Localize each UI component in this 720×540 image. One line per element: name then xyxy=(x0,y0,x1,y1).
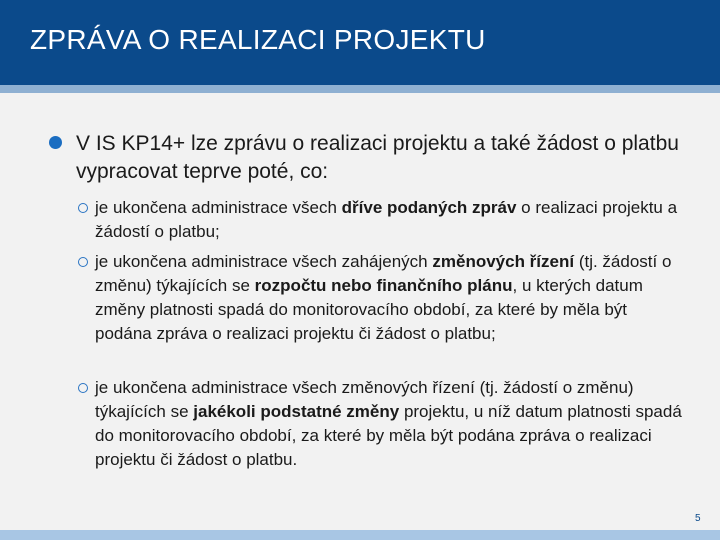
sub-bullet-circle xyxy=(78,383,88,393)
sub-point-2-text-b: (tj. žádostí o změnu) týkajících se xyxy=(95,252,672,295)
sub-point-2-text-c: , u kterých datum změny platnosti spadá do monitorovacího období, za které by měla být podána zpráva o realizaci projektu či žádost o platbu; xyxy=(95,276,643,343)
sub-point-1 xyxy=(95,196,685,244)
footer-strip xyxy=(0,530,720,540)
sub-point-3-text-a: je ukončena administrace všech změnových řízení (tj. žádostí o změnu) týkajících se xyxy=(95,378,634,421)
title-bar xyxy=(0,0,720,85)
page-number: 5 xyxy=(695,513,701,524)
main-bullet-dot xyxy=(49,136,62,149)
sub-point-2 xyxy=(95,250,685,346)
sub-point-1-text-a: je ukončena administrace všech xyxy=(95,198,342,217)
sub-point-1-bold-a: dříve podaných zpráv xyxy=(341,198,517,217)
sub-bullet-circle xyxy=(78,257,88,267)
main-point-text: V IS KP14+ lze zprávu o realizaci projektu a také žádost o platbu vypracovat teprve poté, co: xyxy=(76,132,679,183)
sub-point-3-text-b: projektu, u níž datum platnosti spadá do monitorovacího období, za které by měla být podána zpráva o realizaci projektu či žádost o platbu. xyxy=(95,402,682,469)
sub-point-1-text-b: o realizaci projektu a žádostí o platbu; xyxy=(95,198,678,241)
sub-point-2-bold-b: rozpočtu nebo finančního plánu xyxy=(254,276,513,295)
slide-title: ZPRÁVA O REALIZACI PROJEKTU xyxy=(30,24,486,55)
sub-point-3 xyxy=(95,376,685,472)
sub-point-3-bold-a: jakékoli podstatné změny xyxy=(193,402,400,421)
sub-point-2-text-a: je ukončena administrace všech zahájených xyxy=(95,252,433,271)
sub-point-2-bold-a: změnových řízení xyxy=(432,252,575,271)
sub-bullet-circle xyxy=(78,203,88,213)
title-bar-divider xyxy=(0,85,720,93)
